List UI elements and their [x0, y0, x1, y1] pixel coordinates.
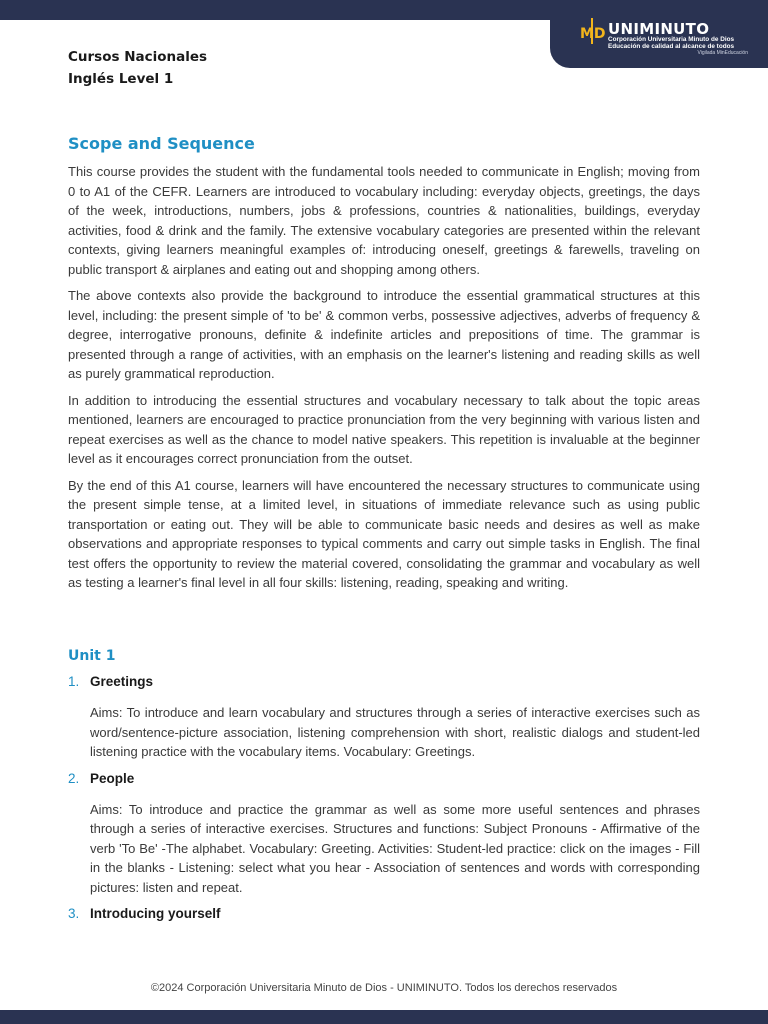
brand-tagline-1: Corporación Universitaria Minuto de Dios	[608, 36, 735, 43]
item-number: 2.	[68, 770, 80, 786]
brand-tagline-2: Educación de calidad al alcance de todos	[608, 43, 735, 50]
brand-logo	[550, 0, 768, 68]
scope-paragraph: The above contexts also provide the background to introduce the essential grammatical structures at this level, including: the present simple of 'to be' & common verbs, possessive adjectives, adverbs of frequency & degree, interrogative pronouns, definite & indefinite articles and prepositions of time. The grammar is presented through a range of activities, with an emphasis on the learner's listening and reading skills as well as purely grammatical reproduction.	[68, 288, 700, 381]
footer-copyright: ©2024 Corporación Universitaria Minuto de Dios - UNIMINUTO. Todos los derechos reservados	[150, 982, 618, 994]
brand-mark-icon	[580, 18, 606, 44]
list-item	[68, 906, 700, 926]
item-number: 1.	[68, 674, 80, 689]
scope-paragraph: By the end of this A1 course, learners will have encountered the necessary structures to communicate using the present simple tense, at a limited level, in situations of immediate relevance such as using public transportation or eating out. They will be able to communicate basic needs and desires as well as make observations and appropriate responses to typical comments and carry out simple tasks in English. The final test offers the opportunity to review the material covered, consolidating the grammar and vocabulary as well as testing a learner's final level in all four skills: listening, reading, speaking and writing.	[68, 477, 700, 590]
item-title: Introducing yourself	[90, 906, 221, 921]
item-aims: Aims: To introduce and learn vocabulary and structures through a series of interactive exercises such as word/sentence-picture association, listening comprehension with short, realistic dialogs and student-led listening practice with the vocabulary items. Vocabulary: Greetings.	[90, 705, 700, 759]
brand-tagline-3: Vigilada MinEducación	[697, 50, 748, 56]
item-number: 3.	[68, 906, 80, 921]
brand-name: UNIMINUTO	[608, 20, 710, 38]
bottom-banner	[0, 1010, 768, 1024]
item-aims: Aims: To introduce and practice the grammar as well as some more useful sentences and phrases through a series of interactive exercises. Structures and functions: Subject Pronouns - Affirmative of the verb 'To Be' -The alphabet. Vocabulary: Greeting. Activities: Student-led practice: click on the images - Fill in the blanks - Listening: select what you hear - Association of sentences and words with corresponding pictures: listen and repeat.	[90, 801, 700, 895]
scope-text	[68, 162, 700, 600]
unit-list	[68, 674, 700, 926]
scope-paragraph: In addition to introducing the essential structures and vocabulary necessary to talk about the topic areas mentioned, learners are encouraged to practice pronunciation from the very beginning with various listen and repeat exercises as well as the chance to model native speakers. This repetition is invaluable at the beginner level as it encourages correct pronunciation from the outset.	[68, 392, 700, 466]
unit-title: Unit 1	[68, 648, 116, 664]
course-level: Inglés Level 1	[68, 71, 174, 87]
brand-mark-text: MD	[580, 26, 606, 42]
list-item	[68, 771, 700, 898]
section-title: Scope and Sequence	[68, 134, 255, 153]
scope-paragraph: This course provides the student with the fundamental tools needed to communicate in English; moving from 0 to A1 of the CEFR. Learners are introduced to vocabulary including: everyday objects, greetings, the days of the week, introductions, numbers, jobs & professions, countries & nationalities, buildings, everyday activities, food & drink and the family. The extensive vocabulary categories are presented within the relevant contexts, giving learners meaningful examples of: introducing oneself, greetings & farewells, traveling on public transport & airplanes and eating out and shopping among others.	[68, 164, 700, 277]
list-item	[68, 674, 700, 762]
course-title: Cursos Nacionales	[68, 49, 208, 65]
item-title: Greetings	[90, 674, 154, 689]
item-title: People	[90, 770, 135, 786]
